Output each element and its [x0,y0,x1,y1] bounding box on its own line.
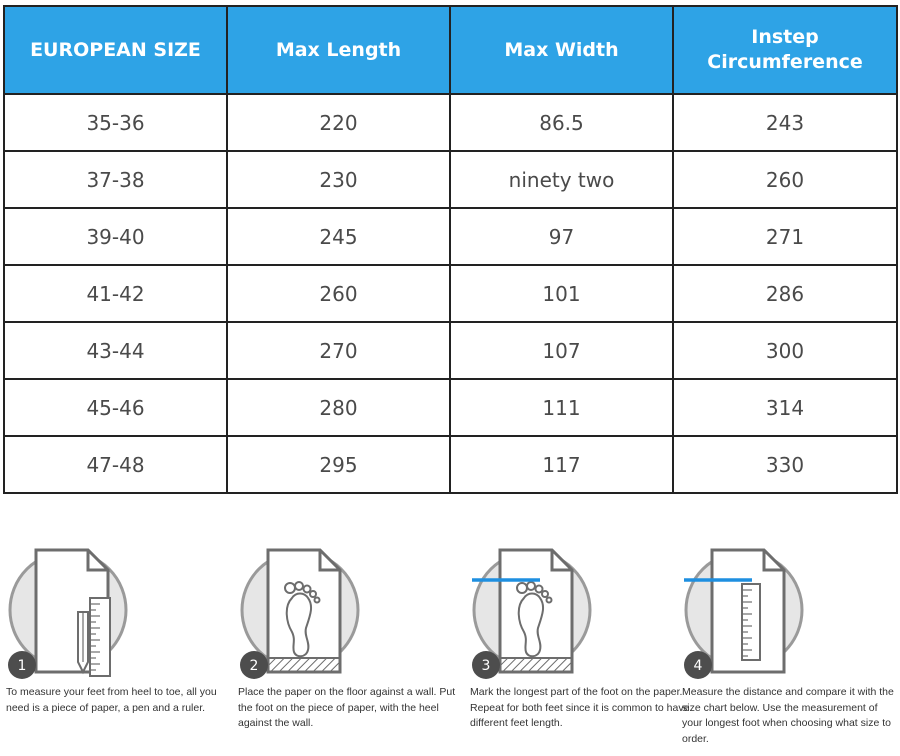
size-chart-table [3,5,898,494]
measure-distance-icon [676,540,836,680]
table-row [4,436,897,493]
step-2-text: Place the paper on the floor against a wall. Put the foot on the piece of paper, with the heel against the wall. [238,686,456,729]
cell-european-size: 47-48 [4,436,227,493]
cell-instep-circumference: 260 [673,151,897,208]
table-row [4,208,897,265]
cell-european-size: 43-44 [4,322,227,379]
svg-text:2: 2 [249,658,259,674]
header-max-length: Max Length [227,6,450,94]
cell-european-size: 45-46 [4,379,227,436]
cell-max-length: 230 [227,151,450,208]
svg-text:1: 1 [17,658,27,674]
cell-european-size: 41-42 [4,265,227,322]
table-row [4,379,897,436]
svg-text:3: 3 [481,658,491,674]
cell-max-width: 111 [450,379,673,436]
cell-max-length: 220 [227,94,450,151]
svg-text:4: 4 [693,658,703,674]
cell-max-length: 295 [227,436,450,493]
measurement-steps [0,530,900,756]
cell-max-length: 245 [227,208,450,265]
header-max-width: Max Width [450,6,673,94]
table-row [4,151,897,208]
table-row [4,322,897,379]
step-1-text: To measure your feet from heel to toe, all you need is a piece of paper, a pen and a ruler. [6,686,217,714]
step-4 [676,530,900,756]
cell-instep-circumference: 271 [673,208,897,265]
step-3 [464,530,696,756]
cell-max-width: 86.5 [450,94,673,151]
table-row [4,265,897,322]
cell-max-width: 101 [450,265,673,322]
cell-max-width: ninety two [450,151,673,208]
cell-max-width: 97 [450,208,673,265]
header-european-size: EUROPEAN SIZE [4,6,227,94]
cell-max-length: 270 [227,322,450,379]
cell-instep-circumference: 300 [673,322,897,379]
cell-instep-circumference: 286 [673,265,897,322]
cell-max-width: 107 [450,322,673,379]
header-instep-circumference: Instep Circumference [673,6,897,94]
paper-pen-ruler-icon [0,540,160,680]
cell-instep-circumference: 330 [673,436,897,493]
cell-instep-circumference: 314 [673,379,897,436]
mark-longest-part-icon [464,540,624,680]
cell-european-size: 35-36 [4,94,227,151]
cell-european-size: 37-38 [4,151,227,208]
step-2 [232,530,464,756]
step-4-text: Measure the distance and compare it with the size chart below. Use the measurement of your longest foot when choosing what size to order. [682,686,894,745]
cell-instep-circumference: 243 [673,94,897,151]
cell-european-size: 39-40 [4,208,227,265]
cell-max-length: 260 [227,265,450,322]
table-row [4,94,897,151]
step-3-text: Mark the longest part of the foot on the paper. Repeat for both feet since it is common to have different feet length. [470,686,690,729]
cell-max-width: 117 [450,436,673,493]
table-header-row [4,6,897,94]
foot-on-paper-icon [232,540,392,680]
cell-max-length: 280 [227,379,450,436]
step-1 [0,530,232,756]
